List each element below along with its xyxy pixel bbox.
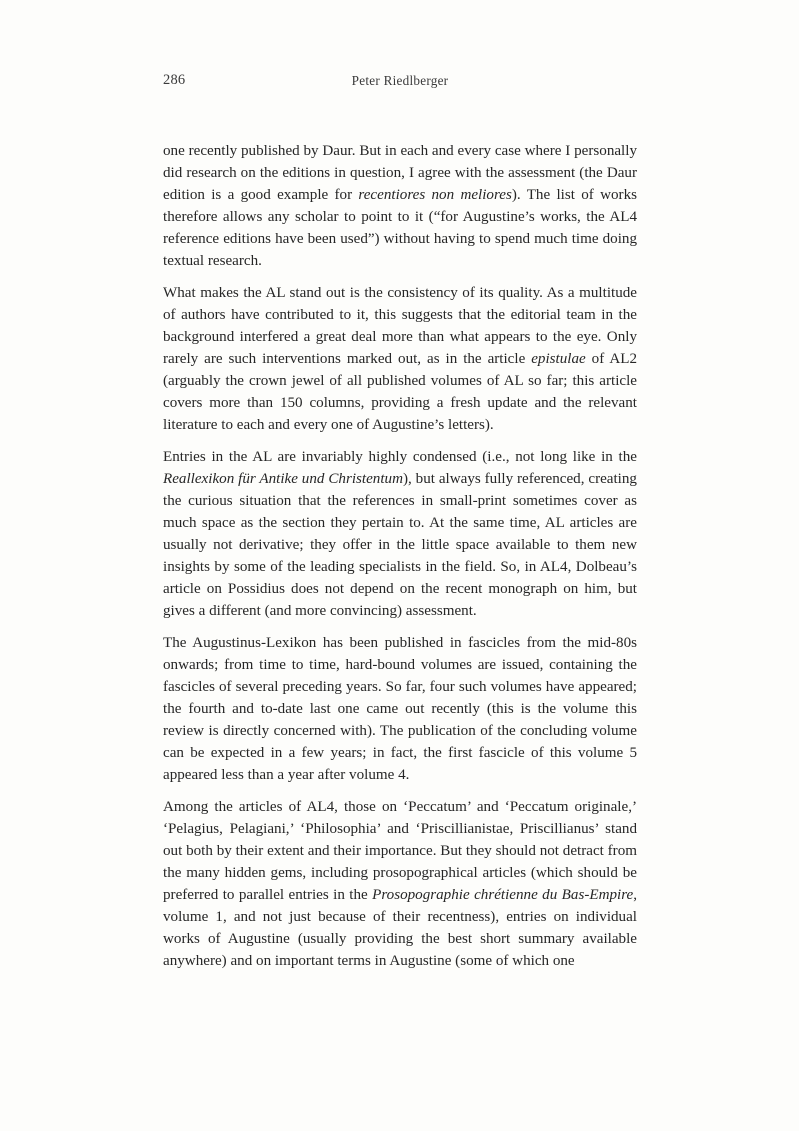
running-head-title: Peter Riedlberger <box>351 73 449 88</box>
text-run: , volume 1, and not just because of their recentness), entries on individual works of Augustine (usually providing the best short summary available anywhere) and on important terms in Augustine (some of which one <box>163 887 637 969</box>
text-run: Entries in the AL are invariably highly condensed (i.e., not long like in the <box>163 449 637 465</box>
paragraph <box>163 446 637 622</box>
paragraph <box>163 282 637 436</box>
italic-title-run: recentiores non meliores <box>358 187 512 203</box>
page-number: 286 <box>163 72 186 88</box>
body-text-block <box>163 140 637 972</box>
text-run: What makes the AL stand out is the consistency of its quality. As a multitude of authors have contributed to it, this suggests that the editorial team in the background interfered a great deal more than what appears to the eye. Only rarely are such interventions marked out, as in the article <box>163 285 637 367</box>
text-run: Among the articles of AL4, those on ‘Peccatum’ and ‘Peccatum originale,’ ‘Pelagius, Pelagiani,’ ‘Philosophia’ and ‘Priscillianistae, Priscillianus’ stand out both by their extent and their importance. But they should not detract from the many hidden gems, including prosopographical articles (which should be preferred to parallel entries in the <box>163 799 637 903</box>
italic-title-run: epistulae <box>531 351 586 367</box>
italic-title-run: Prosopographie chrétienne du Bas-Empire <box>372 887 634 903</box>
paragraph <box>163 796 637 972</box>
text-run: ). The list of works therefore allows any scholar to point to it (“for Augustine’s works, the AL4 reference editions have been used”) without having to spend much time doing textual research. <box>163 187 637 269</box>
paragraph <box>163 632 637 786</box>
paragraph <box>163 140 637 272</box>
text-run: of AL2 (arguably the crown jewel of all published volumes of AL so far; this article covers more than 150 columns, providing a fresh update and the relevant literature to each and every one of Augustine’s letters). <box>163 351 637 433</box>
text-run: ), but always fully referenced, creating the curious situation that the references in small-print sometimes cover as much space as the section they pertain to. At the same time, AL articles are usually not derivative; they offer in the little space available to them new insights by some of the leading specialists in the field. So, in AL4, Dolbeau’s article on Possidius does not depend on the recent monograph on him, but gives a different (and more convincing) assessment. <box>163 471 637 619</box>
italic-title-run: Reallexikon für Antike und Christentum <box>163 471 403 487</box>
text-run: The Augustinus-Lexikon has been published in fascicles from the mid-80s onwards; from time to time, hard-bound volumes are issued, containing the fascicles of several preceding years. So far, four such volumes have appeared; the fourth and to-date last one came out recently (this is the volume this review is directly concerned with). The publication of the concluding volume can be expected in a few years; in fact, the first fascicle of this volume 5 appeared less than a year after volume 4. <box>163 635 637 783</box>
running-head <box>163 72 637 92</box>
text-run: one recently published by Daur. But in each and every case where I personally did research on the editions in question, I agree with the assessment (the Daur edition is a good example for <box>163 143 637 203</box>
